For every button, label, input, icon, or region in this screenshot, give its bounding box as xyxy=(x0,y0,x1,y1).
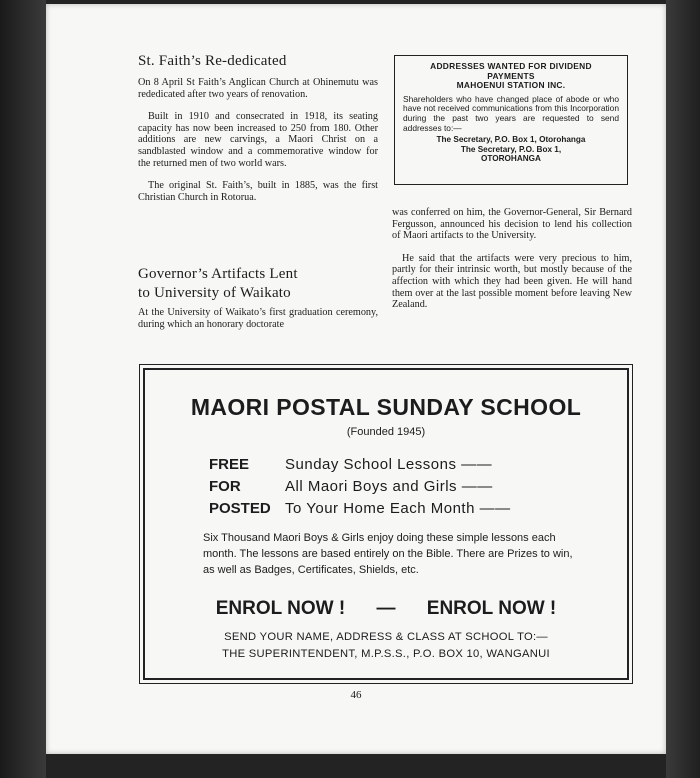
notice-title: ADDRESSES WANTED FOR DIVIDEND xyxy=(430,61,592,71)
advert-offer-row xyxy=(209,500,511,517)
enrol-left: ENROL NOW ! xyxy=(215,598,346,619)
article-title: to University of Waikato xyxy=(138,285,291,301)
article-title: Governor’s Artifacts Lent xyxy=(138,266,298,282)
offer-text: To Your Home Each Month —— xyxy=(285,500,511,517)
advert-founded: (Founded 1945) xyxy=(346,426,426,438)
advert-offer-row xyxy=(209,478,493,495)
offer-keyword: POSTED xyxy=(209,500,271,517)
notice-address: The Secretary, P.O. Box 1, Otorohanga xyxy=(436,135,586,145)
article-st-faiths xyxy=(138,52,378,203)
article-paragraph: The original St. Faith’s, built in 1885, was the first Christian Church in Rotorua. xyxy=(138,180,378,203)
article-title: St. Faith’s Re-dedicated xyxy=(138,53,287,69)
article-paragraph: At the University of Waikato’s first graduation ceremony, during which an honorary doctorate xyxy=(138,307,378,330)
article-paragraph: was conferred on him, the Governor-General, Sir Bernard Fergusson, announced his decision to lend his collection of Maori artifacts to the University. xyxy=(392,207,632,242)
page-number: 46 xyxy=(350,689,362,701)
offer-keyword: FREE xyxy=(209,456,250,473)
magazine-page xyxy=(46,4,666,754)
advert-send-instructions xyxy=(145,629,627,663)
binding-edge-right xyxy=(666,0,700,778)
enrol-dash: — xyxy=(376,598,396,619)
article-paragraph: On 8 April St Faith’s Anglican Church at Ohinemutu was rededicated after two years of renovation. xyxy=(138,77,378,100)
article-paragraph: He said that the artifacts were very precious to him, partly for their intrinsic worth, but mostly because of the affection with which they had been given. He will hand them over at the last possible moment before leaving New Zealand. xyxy=(392,252,632,311)
advert-title: MAORI POSTAL SUNDAY SCHOOL xyxy=(190,394,582,420)
send-line: THE SUPERINTENDENT, M.P.S.S., P.O. BOX 10, WANGANUI xyxy=(222,648,550,660)
offer-keyword: FOR xyxy=(209,478,241,495)
notice-address: OTOROHANGA xyxy=(481,154,541,164)
advert-description: Six Thousand Maori Boys & Girls enjoy doing these simple lessons each month. The lessons are based entirely on the Bible. There are Prizes to win, as well as Badges, Certificates, Shields, etc. xyxy=(203,532,573,576)
advert-frame xyxy=(143,368,629,680)
notice-title: MAHOENUI STATION INC. xyxy=(456,80,566,91)
enrol-call-to-action xyxy=(145,598,627,620)
offer-text: Sunday School Lessons —— xyxy=(285,456,493,473)
dividend-notice-box xyxy=(394,55,628,185)
binding-edge-left xyxy=(0,0,46,778)
notice-title: PAYMENTS xyxy=(487,70,535,81)
send-line: SEND YOUR NAME, ADDRESS & CLASS AT SCHOOL TO:— xyxy=(224,631,548,643)
article-paragraph: Built in 1910 and consecrated in 1918, its seating capacity has now been increased to 250 from 180. Other additions are new carvings, a Maori Christ on a sandblasted window and a commemorative window for the returned men of two world wars. xyxy=(138,111,378,169)
article-continuation xyxy=(392,207,632,311)
advert-offer-row xyxy=(209,456,492,473)
notice-body: Shareholders who have changed place of abode or who have not received communications from this Incorporation during the past two years are requested to send addresses to:— xyxy=(403,93,619,133)
notice-address: The Secretary, P.O. Box 1, xyxy=(460,144,562,154)
enrol-right: ENROL NOW ! xyxy=(426,598,557,619)
offer-text: All Maori Boys and Girls —— xyxy=(285,478,493,495)
article-governors-artifacts xyxy=(138,265,378,330)
sunday-school-advert xyxy=(139,364,633,684)
